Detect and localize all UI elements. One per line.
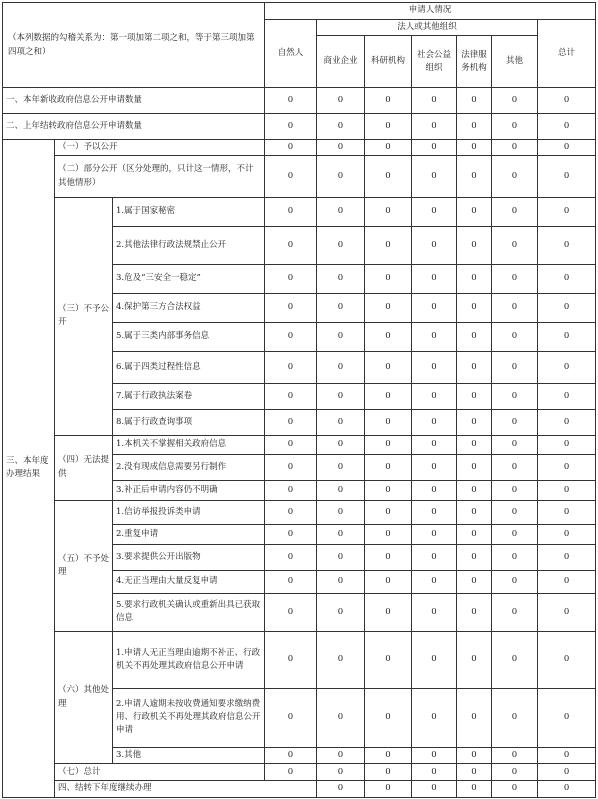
value-cell: 0	[412, 525, 457, 545]
value-cell: 0	[365, 455, 412, 481]
value-cell: 0	[457, 747, 492, 764]
value-cell: 0	[365, 545, 412, 571]
value-cell: 0	[457, 545, 492, 571]
value-cell: 0	[492, 764, 538, 781]
value-cell: 0	[538, 455, 596, 481]
value-cell: 0	[265, 88, 317, 114]
natural-person-header: 自然人	[265, 19, 317, 87]
group-label: （三）不予公开	[55, 197, 113, 435]
value-cell: 0	[457, 631, 492, 688]
item-label: 1.属于国家秘密	[113, 197, 265, 226]
value-cell: 0	[457, 156, 492, 197]
value-cell: 0	[412, 409, 457, 435]
value-cell: 0	[457, 481, 492, 501]
value-cell: 0	[457, 383, 492, 409]
value-cell: 0	[317, 88, 365, 114]
value-cell: 0	[492, 156, 538, 197]
applicant-info-header: 申请人情况	[265, 3, 596, 20]
value-cell: 0	[492, 781, 538, 798]
item-label: 2.其他法律行政法规禁止公开	[113, 226, 265, 264]
value-cell: 0	[365, 481, 412, 501]
value-cell: 0	[365, 747, 412, 764]
value-cell: 0	[492, 481, 538, 501]
section-label: 三、本年度办理结果	[3, 139, 55, 797]
value-cell: 0	[538, 500, 596, 525]
value-cell: 0	[412, 570, 457, 593]
table-row	[3, 781, 596, 798]
value-cell: 0	[365, 139, 412, 156]
value-cell: 0	[412, 435, 457, 455]
value-cell: 0	[365, 631, 412, 688]
value-cell: 0	[412, 747, 457, 764]
item-label: 7.属于行政执法案卷	[113, 383, 265, 409]
item-label: 1.申请人无正当理由逾期不补正、行政机关不再处理其政府信息公开申请	[113, 631, 265, 688]
value-cell: 0	[317, 781, 365, 798]
legal-service-header: 法律服务机构	[457, 36, 492, 88]
total-header: 总计	[538, 19, 596, 87]
value-cell: 0	[457, 781, 492, 798]
value-cell: 0	[412, 265, 457, 294]
value-cell: 0	[538, 88, 596, 114]
item-label: 2.重复申请	[113, 525, 265, 545]
value-cell: 0	[457, 500, 492, 525]
value-cell: 0	[538, 351, 596, 383]
section-label: 二、上年结转政府信息公开申请数量	[3, 113, 265, 139]
value-cell: 0	[457, 435, 492, 455]
section-label: 四、结转下年度继续办理	[55, 781, 317, 798]
value-cell: 0	[265, 525, 317, 545]
value-cell: 0	[412, 88, 457, 114]
social-header: 社会公益组织	[412, 36, 457, 88]
table-row	[3, 764, 596, 781]
value-cell: 0	[538, 747, 596, 764]
value-cell: 0	[317, 525, 365, 545]
value-cell: 0	[492, 383, 538, 409]
item-label: 6.属于四类过程性信息	[113, 351, 265, 383]
value-cell: 0	[492, 197, 538, 226]
value-cell: 0	[265, 593, 317, 631]
value-cell: 0	[492, 409, 538, 435]
commercial-header: 商业企业	[317, 36, 365, 88]
value-cell: 0	[265, 481, 317, 501]
value-cell: 0	[365, 156, 412, 197]
value-cell: 0	[492, 265, 538, 294]
value-cell: 0	[492, 226, 538, 264]
table-row	[3, 435, 596, 455]
value-cell: 0	[317, 688, 365, 747]
value-cell: 0	[492, 570, 538, 593]
item-label: 1.信访举报投诉类申请	[113, 500, 265, 525]
value-cell: 0	[412, 631, 457, 688]
value-cell: 0	[457, 525, 492, 545]
value-cell: 0	[457, 88, 492, 114]
group-label: （一）予以公开	[55, 139, 265, 156]
value-cell: 0	[365, 265, 412, 294]
other-header: 其他	[492, 36, 538, 88]
value-cell: 0	[492, 139, 538, 156]
value-cell: 0	[317, 481, 365, 501]
value-cell: 0	[317, 322, 365, 351]
value-cell: 0	[457, 113, 492, 139]
value-cell: 0	[457, 226, 492, 264]
value-cell: 0	[538, 688, 596, 747]
value-cell: 0	[365, 764, 412, 781]
value-cell: 0	[492, 631, 538, 688]
value-cell: 0	[457, 293, 492, 322]
group-label: （七）总计	[55, 764, 265, 781]
value-cell: 0	[412, 113, 457, 139]
value-cell: 0	[492, 747, 538, 764]
group-label: （二）部分公开（区分处理的，只计这一情形，不计其他情形）	[55, 156, 265, 197]
value-cell: 0	[538, 570, 596, 593]
value-cell: 0	[365, 593, 412, 631]
value-cell: 0	[317, 383, 365, 409]
value-cell: 0	[365, 570, 412, 593]
value-cell: 0	[317, 500, 365, 525]
item-label: 3.其他	[113, 747, 265, 764]
value-cell: 0	[492, 593, 538, 631]
value-cell: 0	[412, 545, 457, 571]
value-cell: 0	[317, 139, 365, 156]
table-row	[3, 88, 596, 114]
value-cell: 0	[492, 113, 538, 139]
value-cell: 0	[538, 781, 596, 798]
item-label: 2.申请人逾期未按收费通知要求缴纳费用、行政机关不再处理其政府信息公开申请	[113, 688, 265, 747]
value-cell: 0	[317, 409, 365, 435]
value-cell: 0	[365, 293, 412, 322]
value-cell: 0	[317, 455, 365, 481]
value-cell: 0	[365, 525, 412, 545]
value-cell: 0	[265, 197, 317, 226]
item-label: 5.属于三类内部事务信息	[113, 322, 265, 351]
value-cell: 0	[492, 545, 538, 571]
value-cell: 0	[265, 226, 317, 264]
value-cell: 0	[457, 351, 492, 383]
value-cell: 0	[412, 226, 457, 264]
value-cell: 0	[538, 197, 596, 226]
value-cell: 0	[317, 545, 365, 571]
value-cell: 0	[457, 455, 492, 481]
value-cell: 0	[538, 764, 596, 781]
value-cell: 0	[412, 500, 457, 525]
value-cell: 0	[492, 293, 538, 322]
table-row	[3, 197, 596, 226]
table-note: （本列数据的勾稽关系为：第一项加第二项之和，等于第三项加第四项之和）	[3, 3, 265, 88]
value-cell: 0	[538, 322, 596, 351]
value-cell: 0	[317, 764, 365, 781]
value-cell: 0	[492, 688, 538, 747]
value-cell: 0	[412, 481, 457, 501]
value-cell: 0	[492, 351, 538, 383]
value-cell: 0	[365, 351, 412, 383]
value-cell: 0	[457, 764, 492, 781]
value-cell: 0	[412, 593, 457, 631]
value-cell: 0	[412, 688, 457, 747]
value-cell: 0	[538, 139, 596, 156]
value-cell: 0	[365, 435, 412, 455]
section-label: 一、本年新收政府信息公开申请数量	[3, 88, 265, 114]
item-label: 8.属于行政查询事项	[113, 409, 265, 435]
value-cell: 0	[265, 322, 317, 351]
item-label: 4.无正当理由大量反复申请	[113, 570, 265, 593]
value-cell: 0	[412, 322, 457, 351]
value-cell: 0	[317, 113, 365, 139]
value-cell: 0	[538, 481, 596, 501]
value-cell: 0	[317, 265, 365, 294]
value-cell: 0	[265, 500, 317, 525]
value-cell: 0	[365, 113, 412, 139]
group-label: （五）不予处理	[55, 500, 113, 631]
value-cell: 0	[538, 265, 596, 294]
value-cell: 0	[265, 570, 317, 593]
value-cell: 0	[492, 525, 538, 545]
value-cell: 0	[317, 593, 365, 631]
legal-group-header: 法人或其他组织	[317, 19, 538, 36]
value-cell: 0	[412, 293, 457, 322]
value-cell: 0	[492, 435, 538, 455]
value-cell: 0	[265, 435, 317, 455]
value-cell: 0	[412, 383, 457, 409]
item-label: 4.保护第三方合法权益	[113, 293, 265, 322]
value-cell: 0	[538, 435, 596, 455]
value-cell: 0	[265, 545, 317, 571]
value-cell: 0	[265, 351, 317, 383]
value-cell: 0	[538, 631, 596, 688]
value-cell: 0	[365, 409, 412, 435]
value-cell: 0	[365, 500, 412, 525]
table-row	[3, 631, 596, 688]
value-cell: 0	[538, 593, 596, 631]
value-cell: 0	[492, 455, 538, 481]
value-cell: 0	[412, 139, 457, 156]
value-cell: 0	[412, 156, 457, 197]
value-cell: 0	[265, 764, 317, 781]
value-cell: 0	[365, 322, 412, 351]
value-cell: 0	[412, 781, 457, 798]
value-cell: 0	[265, 113, 317, 139]
value-cell: 0	[457, 593, 492, 631]
value-cell: 0	[457, 409, 492, 435]
value-cell: 0	[265, 747, 317, 764]
value-cell: 0	[412, 197, 457, 226]
value-cell: 0	[412, 351, 457, 383]
value-cell: 0	[492, 88, 538, 114]
disclosure-statistics-table	[2, 2, 596, 798]
value-cell: 0	[538, 383, 596, 409]
value-cell: 0	[365, 383, 412, 409]
group-label: （四）无法提供	[55, 435, 113, 500]
value-cell: 0	[538, 113, 596, 139]
item-label: 3.补正后申请内容仍不明确	[113, 481, 265, 501]
item-label: 3.危及“三安全一稳定”	[113, 265, 265, 294]
value-cell: 0	[317, 293, 365, 322]
item-label: 5.要求行政机关确认或重新出具已获取信息	[113, 593, 265, 631]
value-cell: 0	[317, 631, 365, 688]
value-cell: 0	[265, 455, 317, 481]
value-cell: 0	[365, 226, 412, 264]
value-cell: 0	[317, 197, 365, 226]
value-cell: 0	[457, 265, 492, 294]
item-label: 1.本机关不掌握相关政府信息	[113, 435, 265, 455]
value-cell: 0	[457, 139, 492, 156]
value-cell: 0	[365, 781, 412, 798]
value-cell: 0	[365, 197, 412, 226]
value-cell: 0	[265, 293, 317, 322]
value-cell: 0	[265, 156, 317, 197]
value-cell: 0	[412, 764, 457, 781]
value-cell: 0	[492, 500, 538, 525]
table-row	[3, 156, 596, 197]
value-cell: 0	[317, 435, 365, 455]
value-cell: 0	[492, 322, 538, 351]
value-cell: 0	[317, 156, 365, 197]
table-row	[3, 113, 596, 139]
value-cell: 0	[317, 570, 365, 593]
table-row	[3, 139, 596, 156]
value-cell: 0	[538, 156, 596, 197]
value-cell: 0	[538, 226, 596, 264]
value-cell: 0	[317, 226, 365, 264]
value-cell: 0	[317, 747, 365, 764]
value-cell: 0	[265, 409, 317, 435]
value-cell: 0	[457, 322, 492, 351]
value-cell: 0	[265, 688, 317, 747]
group-label: （六）其他处理	[55, 631, 113, 763]
value-cell: 0	[457, 570, 492, 593]
value-cell: 0	[265, 139, 317, 156]
item-label: 3.要求提供公开出版物	[113, 545, 265, 571]
value-cell: 0	[538, 525, 596, 545]
value-cell: 0	[317, 351, 365, 383]
value-cell: 0	[538, 545, 596, 571]
table-row	[3, 500, 596, 525]
value-cell: 0	[265, 631, 317, 688]
value-cell: 0	[457, 197, 492, 226]
value-cell: 0	[265, 265, 317, 294]
value-cell: 0	[365, 88, 412, 114]
item-label: 2.没有现成信息需要另行制作	[113, 455, 265, 481]
value-cell: 0	[412, 455, 457, 481]
value-cell: 0	[538, 409, 596, 435]
value-cell: 0	[457, 688, 492, 747]
value-cell: 0	[538, 293, 596, 322]
research-header: 科研机构	[365, 36, 412, 88]
value-cell: 0	[265, 383, 317, 409]
value-cell: 0	[365, 688, 412, 747]
